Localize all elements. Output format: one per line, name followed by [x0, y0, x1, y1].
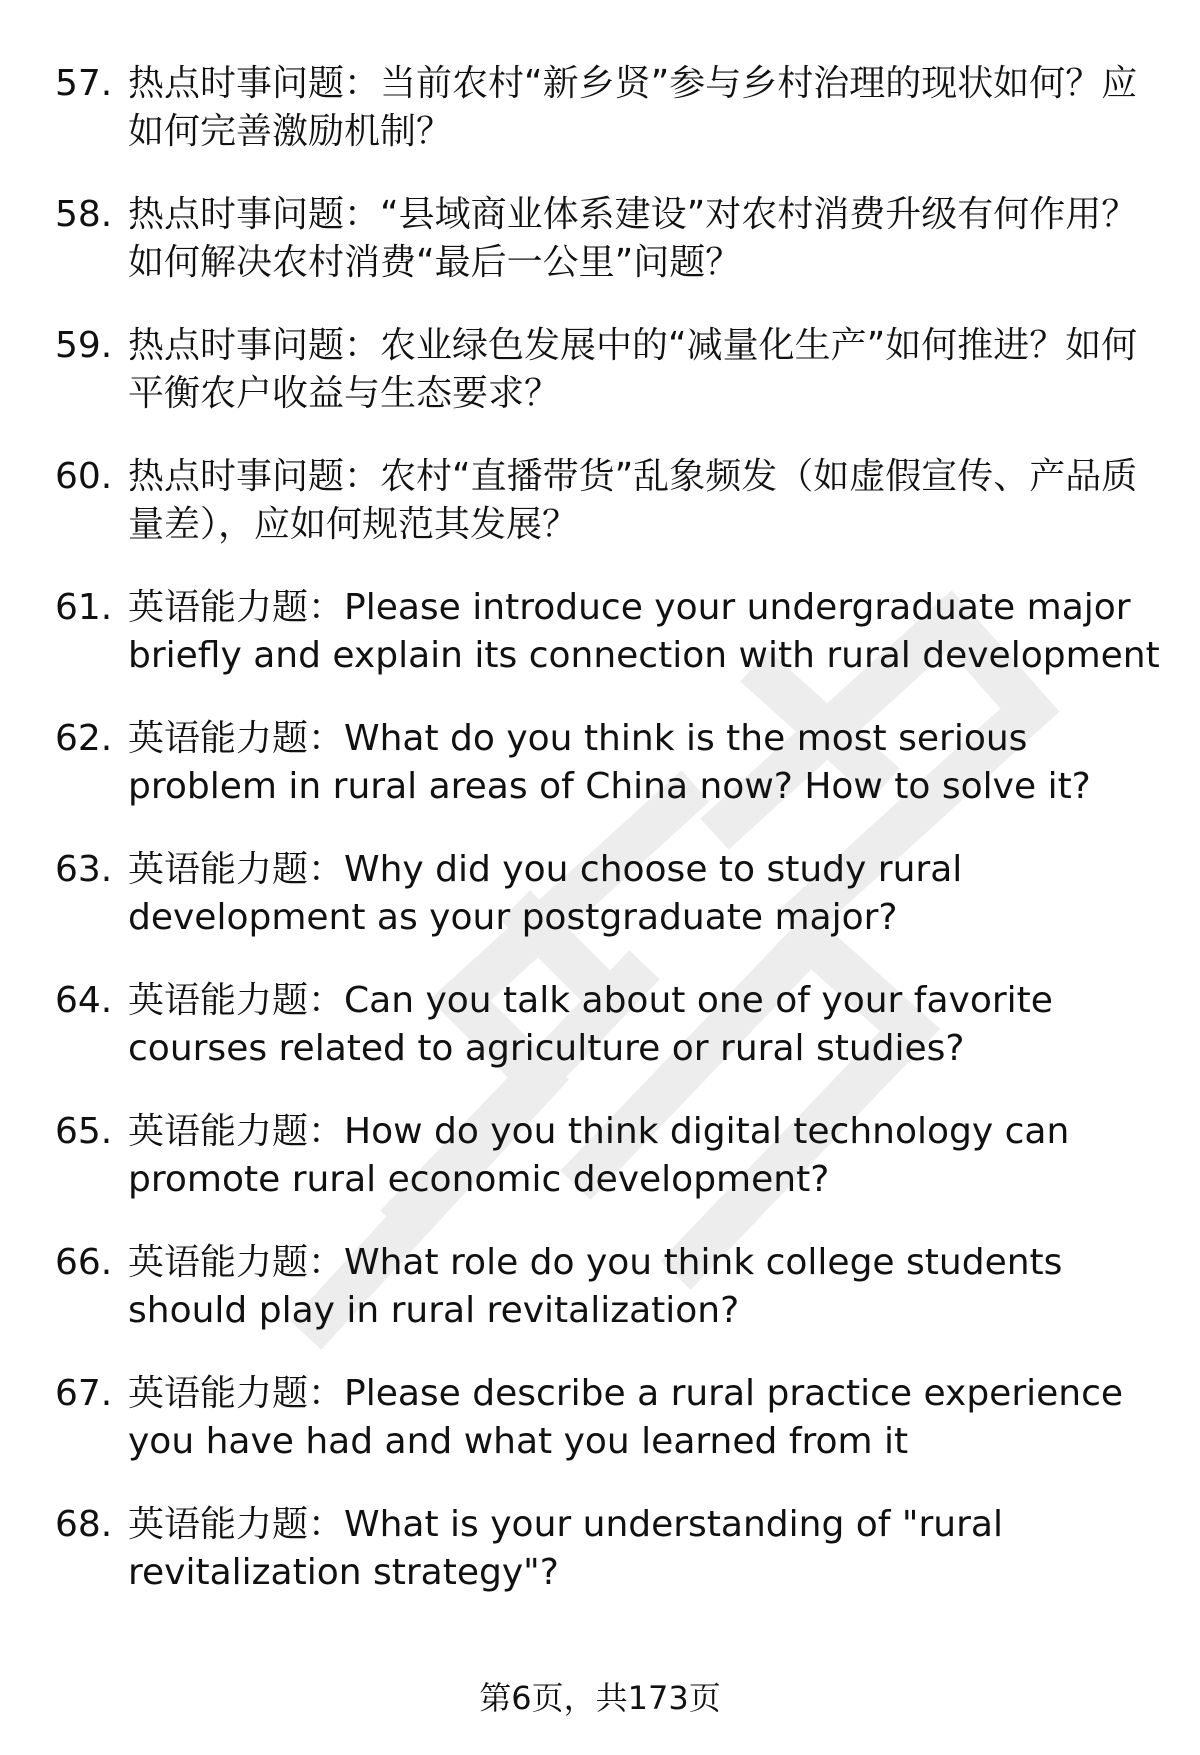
question-number: 62. [55, 718, 113, 759]
page-number-footer: 第6页，共173页 [479, 1679, 721, 1717]
question-text: 英语能力题：What do you think is the most serious problem in rural areas of China now? How to solve it? [128, 718, 1091, 807]
question-number: 63. [55, 849, 113, 890]
question-number: 59. [55, 325, 113, 366]
question-text: 英语能力题：Can you talk about one of your favorite courses related to agriculture or rural studies? [128, 980, 1053, 1069]
question-item [55, 1108, 1165, 1204]
question-text: 热点时事问题：“县域商业体系建设”对农村消费升级有何作用？如何解决农村消费“最后一公里”问题？ [128, 194, 1138, 283]
question-list [55, 60, 1165, 1632]
question-number: 60. [55, 456, 113, 497]
question-number: 67. [55, 1373, 113, 1414]
question-text: 热点时事问题：当前农村“新乡贤”参与乡村治理的现状如何？应如何完善激励机制？ [128, 63, 1138, 152]
question-item [55, 322, 1165, 418]
question-number: 58. [55, 194, 113, 235]
question-number: 64. [55, 980, 113, 1021]
question-text: 英语能力题：How do you think digital technology can promote rural economic development? [128, 1111, 1070, 1200]
question-item [55, 846, 1165, 942]
question-number: 68. [55, 1504, 113, 1545]
question-text: 英语能力题：Please describe a rural practice experience you have had and what you learned from it [128, 1373, 1124, 1462]
question-number: 57. [55, 63, 113, 104]
question-number: 61. [55, 587, 113, 628]
question-item [55, 584, 1165, 680]
question-text: 英语能力题：Why did you choose to study rural development as your postgraduate major? [128, 849, 963, 938]
question-text: 热点时事问题：农村“直播带货”乱象频发（如虚假宣传、产品质量差），应如何规范其发展？ [128, 456, 1138, 545]
question-item [55, 1370, 1165, 1466]
question-text: 热点时事问题：农业绿色发展中的“减量化生产”如何推进？如何平衡农户收益与生态要求？ [128, 325, 1138, 414]
question-item [55, 977, 1165, 1073]
question-item [55, 1501, 1165, 1597]
question-number: 65. [55, 1111, 113, 1152]
question-item [55, 715, 1165, 811]
question-item [55, 60, 1165, 156]
question-text: 英语能力题：Please introduce your undergraduate major briefly and explain its connection with rural development [128, 587, 1160, 676]
question-text: 英语能力题：What is your understanding of "rural revitalization strategy"? [128, 1504, 1003, 1593]
question-text: 英语能力题：What role do you think college students should play in rural revitalization? [128, 1242, 1063, 1331]
question-item [55, 191, 1165, 287]
question-item [55, 1239, 1165, 1335]
question-item [55, 453, 1165, 549]
question-number: 66. [55, 1242, 113, 1283]
